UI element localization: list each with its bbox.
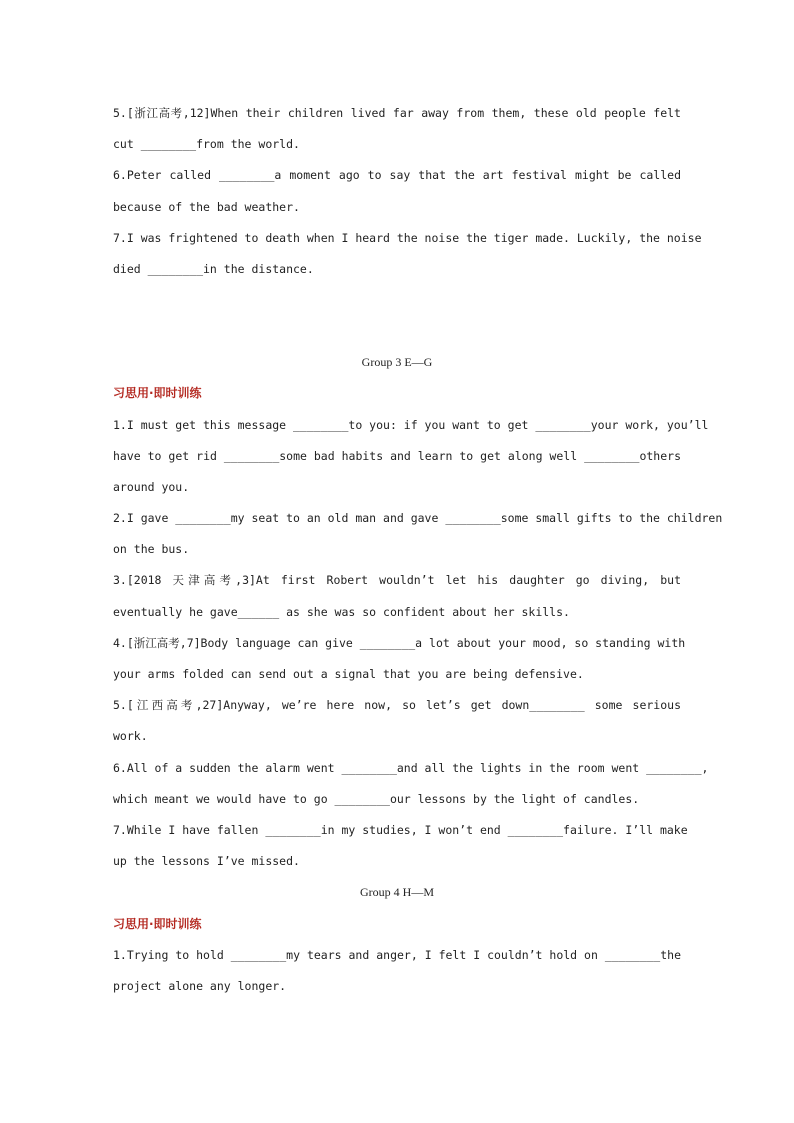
g3-q3-line2: eventually he gave______ as she was so confident about her skills.: [113, 604, 570, 619]
worksheet-page: [113, 98, 723, 1002]
g3-q1-line3: around you.: [113, 479, 190, 494]
g3-q2-line2: on the bus.: [113, 542, 190, 557]
g3-q2-line1: 2.I gave ________my seat to an old man and gave ________some small gifts to the children: [113, 511, 723, 526]
g4-q1-line1: 1.Trying to hold ________my tears and anger, I felt I couldn’t hold on ________the: [113, 947, 681, 962]
spacer: [113, 285, 681, 347]
g3-q5-line1: 5.[江西高考,27]Anyway, we’re here now, so let’s get down________ some serious: [113, 698, 681, 713]
g3-q3-line1: 3.[2018 天津高考,3]At first Robert wouldn’t let his daughter go diving, but: [113, 573, 681, 588]
group4-section-label: 习思用·即时训练: [113, 916, 202, 931]
g2-q7-line2: died ________in the distance.: [113, 261, 314, 276]
g3-q7-line1: 7.While I have fallen ________in my studies, I won’t end ________failure. I’ll make: [113, 822, 688, 837]
g2-q5-line1: 5.[浙江高考,12]When their children lived far away from them, these old people felt: [113, 106, 681, 120]
group4-heading: Group 4 H—M: [360, 885, 434, 900]
g2-q6-line2: because of the bad weather.: [113, 199, 300, 214]
g4-q1-line2: project alone any longer.: [113, 978, 287, 993]
g3-q5-line2: work.: [113, 729, 148, 744]
g3-q7-line2: up the lessons I’ve missed.: [113, 854, 300, 869]
g2-q7-line1: 7.I was frightened to death when I heard the noise the tiger made. Luckily, the noise: [113, 230, 702, 245]
g3-q6-line1: 6.All of a sudden the alarm went ________and all the lights in the room went ________,: [113, 760, 709, 775]
g3-q1-line2: have to get rid ________some bad habits and learn to get along well ________others: [113, 448, 681, 463]
group3-heading: Group 3 E—G: [361, 355, 433, 370]
g3-q6-line2: which meant we would have to go ________our lessons by the light of candles.: [113, 791, 640, 806]
g3-q4-line1: 4.[浙江高考,7]Body language can give ________a lot about your mood, so standing with: [113, 635, 686, 650]
g2-q5-line2: cut ________from the world.: [113, 137, 300, 152]
g3-q4-line2: your arms folded can send out a signal that you are being defensive.: [113, 667, 584, 681]
g2-q6-line1: 6.Peter called ________a moment ago to say that the art festival might be called: [113, 168, 681, 183]
group3-section-label: 习思用·即时训练: [113, 386, 202, 401]
g3-q1-line1: 1.I must get this message ________to you: if you want to get ________your work, you’ll: [113, 417, 709, 432]
